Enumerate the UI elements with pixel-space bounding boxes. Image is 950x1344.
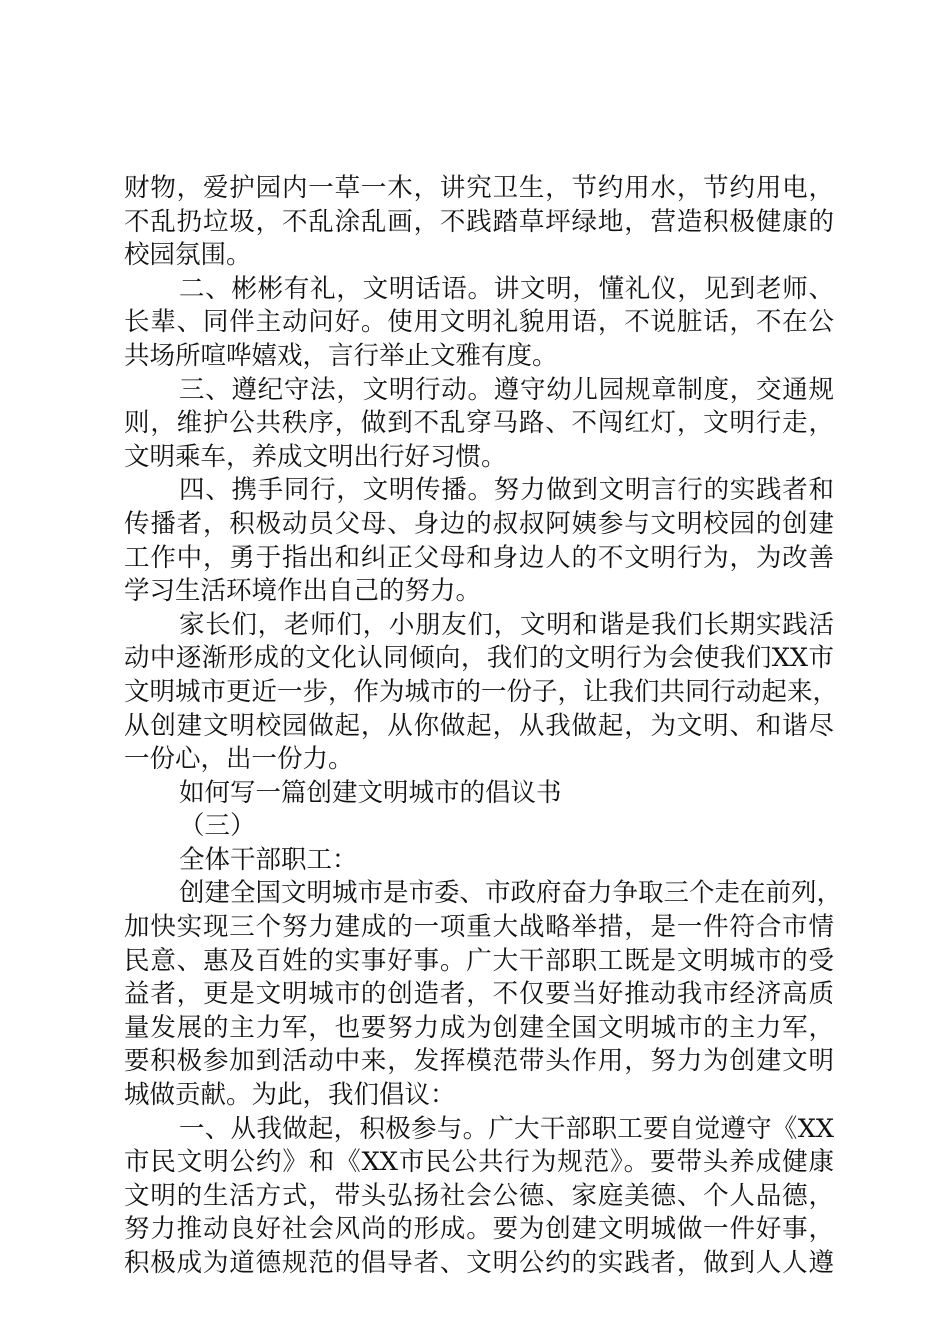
text-line: 四、携手同行，文明传播。努力做到文明言行的实践者和 <box>179 475 834 506</box>
text-line: 不乱扔垃圾，不乱涂乱画，不践踏草坪绿地，营造积极健康的 <box>124 206 834 237</box>
text-line: 积极成为道德规范的倡导者、文明公约的实践者，做到人人遵 <box>124 1248 834 1278</box>
section-number: （三） <box>179 811 256 842</box>
text-line: 从创建文明校园做起，从你做起，从我做起，为文明、和谐尽 <box>124 710 834 741</box>
text-line: 创建全国文明城市是市委、市政府奋力争取三个走在前列， <box>179 878 843 909</box>
text-line: 量发展的主力军，也要努力成为创建全国文明城市的主力军， <box>124 1012 834 1043</box>
text-line: 民意、惠及百姓的实事好事。广大干部职工既是文明城市的受 <box>124 945 834 976</box>
text-line: 动中逐渐形成的文化认同倾向，我们的文明行为会使我们XX市 <box>124 643 834 674</box>
text-line: 传播者，积极动员父母、身边的叔叔阿姨参与文明校园的创建 <box>124 508 834 539</box>
text-line: 工作中，勇于指出和纠正父母和身边人的不文明行为，为改善 <box>124 542 834 573</box>
text-line: 加快实现三个努力建成的一项重大战略举措，是一件符合市情 <box>124 912 834 943</box>
text-line: 益者，更是文明城市的创造者，不仅要当好推动我市经济高质 <box>124 979 834 1010</box>
text-line: 努力推动良好社会风尚的形成。要为创建文明城做一件好事， <box>124 1214 834 1245</box>
text-line: 校园氛围。 <box>124 240 252 271</box>
text-line: 文明乘车，养成文明出行好习惯。 <box>124 441 507 472</box>
text-line: 共场所喧哗嬉戏，言行举止文雅有度。 <box>124 340 558 371</box>
text-line: 三、遵纪守法，文明行动。遵守幼儿园规章制度，交通规 <box>179 374 834 405</box>
text-line: 长辈、同伴主动问好。使用文明礼貌用语，不说脏话，不在公 <box>124 307 834 338</box>
text-line: 家长们，老师们，小朋友们，文明和谐是我们长期实践活 <box>179 609 834 640</box>
text-line: 二、彬彬有礼，文明话语。讲文明，懂礼仪，见到老师、 <box>179 273 834 304</box>
text-line: 一份心，出一份力。 <box>124 744 354 775</box>
text-line: 则，维护公共秩序，做到不乱穿马路、不闯红灯，文明行走， <box>124 408 834 439</box>
text-line: 城做贡献。为此，我们倡议： <box>124 1080 456 1111</box>
text-line: 财物，爱护园内一草一木，讲究卫生，节约用水，节约用电， <box>124 173 834 203</box>
text-line: 文明城市更近一步，作为城市的一份子，让我们共同行动起来， <box>124 676 839 707</box>
text-line: 一、从我做起，积极参与。广大干部职工要自觉遵守《XX <box>179 1113 834 1144</box>
text-line: 文明的生活方式，带头弘扬社会公德、家庭美德、个人品德， <box>124 1180 834 1211</box>
document-page <box>124 172 843 1281</box>
text-line: 市民文明公约》和《XX市民公共行为规范》。要带头养成健康 <box>124 1147 834 1178</box>
text-line: 要积极参加到活动中来，发挥模范带头作用，努力为创建文明 <box>124 1046 834 1077</box>
section-heading: 如何写一篇创建文明城市的倡议书 <box>179 777 562 808</box>
salutation: 全体干部职工： <box>179 844 358 875</box>
text-line: 学习生活环境作出自己的努力。 <box>124 576 482 607</box>
